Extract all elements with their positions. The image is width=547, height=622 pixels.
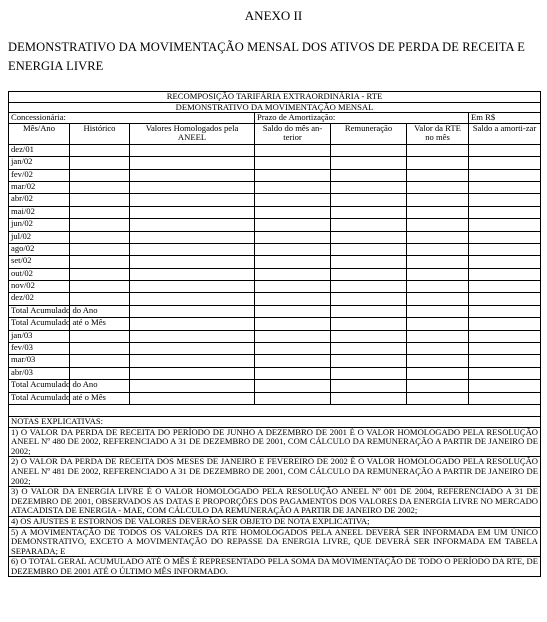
- empty-cell: [469, 219, 541, 231]
- empty-cell: [255, 206, 331, 218]
- empty-cell: [331, 367, 407, 379]
- empty-cell: [331, 206, 407, 218]
- empty-cell: [469, 194, 541, 206]
- empty-cell: [130, 268, 255, 280]
- empty-cell: [255, 318, 331, 330]
- empty-cell: [130, 367, 255, 379]
- table-row: [9, 343, 541, 355]
- row-label: jun/02: [9, 219, 70, 231]
- empty-cell: [255, 219, 331, 231]
- empty-cell: [407, 231, 469, 243]
- empty-cell: [331, 231, 407, 243]
- empty-cell: [469, 169, 541, 181]
- empty-cell: [469, 343, 541, 355]
- table-row: [9, 157, 541, 169]
- notes-label: NOTAS EXPLICATIVAS:: [9, 416, 541, 427]
- note-text: 4) OS AJUSTES E ESTORNOS DE VALORES DEVERÃO SER OBJETO DE NOTA EXPLICATIVA;: [9, 516, 541, 527]
- empty-cell: [331, 330, 407, 342]
- row-label: ago/02: [9, 243, 70, 255]
- empty-cell: [70, 169, 130, 181]
- empty-cell: [407, 169, 469, 181]
- empty-cell: [407, 157, 469, 169]
- empty-cell: [130, 231, 255, 243]
- empty-cell: [469, 330, 541, 342]
- table-row: [9, 367, 541, 379]
- empty-cell: [331, 305, 407, 317]
- row-label: Total Acumulado do Ano: [9, 305, 70, 317]
- currency-label: Em R$: [469, 113, 541, 124]
- row-label: dez/02: [9, 293, 70, 305]
- row-label: Total Acumulado até o Mês: [9, 392, 70, 404]
- empty-cell: [331, 144, 407, 156]
- table-row: [9, 305, 541, 317]
- empty-cell: [130, 318, 255, 330]
- empty-cell: [130, 281, 255, 293]
- empty-cell: [130, 144, 255, 156]
- empty-cell: [469, 305, 541, 317]
- empty-cell: [469, 181, 541, 193]
- empty-cell: [130, 355, 255, 367]
- row-label: Total Acumulado do Ano: [9, 380, 70, 392]
- note-text: 6) O TOTAL GERAL ACUMULADO ATÉ O MÊS É REPRESENTADO PELA SOMA DA MOVIMENTAÇÃO DE TODO O PERÍODO DA RTE, DE DEZEMBRO DE 2001 ATÉ O ÚLTIMO MÊS INFORMADO.: [9, 557, 541, 577]
- concessionaria-label: Concessionária:: [9, 113, 255, 124]
- empty-cell: [130, 219, 255, 231]
- empty-cell: [255, 268, 331, 280]
- empty-cell: [130, 206, 255, 218]
- empty-cell: [407, 144, 469, 156]
- empty-cell: [130, 181, 255, 193]
- rte-table: [8, 91, 541, 577]
- empty-cell: [407, 219, 469, 231]
- empty-cell: [331, 219, 407, 231]
- empty-cell: [469, 243, 541, 255]
- empty-cell: [70, 194, 130, 206]
- column-header: Remuneração: [331, 123, 407, 144]
- row-label: set/02: [9, 256, 70, 268]
- table-row: [9, 169, 541, 181]
- empty-cell: [130, 343, 255, 355]
- table-row: [9, 281, 541, 293]
- empty-cell: [255, 157, 331, 169]
- empty-cell: [331, 256, 407, 268]
- empty-cell: [70, 268, 130, 280]
- row-label: abr/03: [9, 367, 70, 379]
- note-text: 1) O VALOR DA PERDA DE RECEITA DO PERÍODO DE JUNHO A DEZEMBRO DE 2001 É O VALOR HOMOLOGADO PELA RESOLUÇÃO ANEEL Nº 480 DE 2002, REFERENCIADO A 31 DE DEZEMBRO DE 2001, COM CÁLCULO DA REMUNERAÇÃO A PARTIR DE JANEIRO DE 2002;: [9, 427, 541, 457]
- empty-cell: [70, 343, 130, 355]
- empty-cell: [70, 243, 130, 255]
- empty-cell: [255, 355, 331, 367]
- empty-cell: [70, 206, 130, 218]
- empty-cell: [130, 169, 255, 181]
- table-row: [9, 392, 541, 404]
- row-label: out/02: [9, 268, 70, 280]
- annex-title: ANEXO II: [244, 8, 303, 23]
- empty-cell: [130, 305, 255, 317]
- empty-cell: [407, 268, 469, 280]
- empty-cell: [130, 157, 255, 169]
- note-text: 3) O VALOR DA ENERGIA LIVRE É O VALOR HOMOLOGADO PELA RESOLUÇÃO ANEEL Nº 001 DE 2004, REFERENCIADO A 31 DE DEZEMBRO DE 2001, OBSERVADOS AS DATAS E PROPORÇÕES DOS PAGAMENTOS DOS VALORES DA ENERGIA LIVRE NO MERCADO ATACADISTA DE ENERGIA - MAE, COM CÁLCULO DA REMUNERAÇÃO A PARTIR DE JANEIRO DE 2002;: [9, 487, 541, 517]
- empty-cell: [70, 157, 130, 169]
- empty-cell: [70, 355, 130, 367]
- table-row: [9, 144, 541, 156]
- column-header: Valores Homologados pela ANEEL: [130, 123, 255, 144]
- empty-cell: [407, 305, 469, 317]
- empty-cell: [255, 194, 331, 206]
- empty-cell: [407, 343, 469, 355]
- empty-cell: [70, 367, 130, 379]
- empty-cell: [130, 330, 255, 342]
- empty-cell: [407, 318, 469, 330]
- table-subtitle: DEMONSTRATIVO DA MOVIMENTAÇÃO MENSAL: [9, 102, 541, 113]
- empty-cell: [331, 293, 407, 305]
- note-row: [9, 487, 541, 517]
- row-label: jul/02: [9, 231, 70, 243]
- empty-cell: [331, 281, 407, 293]
- empty-cell: [255, 243, 331, 255]
- empty-cell: [130, 380, 255, 392]
- table-row: [9, 206, 541, 218]
- table-row: [9, 219, 541, 231]
- column-header: Saldo a amorti-zar: [469, 123, 541, 144]
- table-row: [9, 380, 541, 392]
- empty-cell: [407, 256, 469, 268]
- empty-cell: [255, 293, 331, 305]
- note-row: [9, 516, 541, 527]
- spacer-row: [9, 404, 541, 416]
- column-header: Histórico: [70, 123, 130, 144]
- empty-cell: [331, 392, 407, 404]
- empty-cell: [255, 169, 331, 181]
- table-row: [9, 194, 541, 206]
- empty-cell: [130, 392, 255, 404]
- row-label: abr/02: [9, 194, 70, 206]
- empty-cell: [331, 157, 407, 169]
- empty-cell: [407, 194, 469, 206]
- empty-cell: [331, 380, 407, 392]
- empty-cell: [331, 243, 407, 255]
- empty-cell: [255, 281, 331, 293]
- empty-cell: [469, 281, 541, 293]
- empty-cell: [255, 305, 331, 317]
- document-heading: DEMONSTRATIVO DA MOVIMENTAÇÃO MENSAL DOS ATIVOS DE PERDA DE RECEITA E ENERGIA LIVRE: [8, 40, 525, 73]
- column-header: Valor da RTE no mês: [407, 123, 469, 144]
- empty-cell: [70, 231, 130, 243]
- table-row: [9, 181, 541, 193]
- empty-cell: [331, 194, 407, 206]
- empty-cell: [331, 318, 407, 330]
- empty-cell: [331, 181, 407, 193]
- empty-cell: [130, 243, 255, 255]
- empty-cell: [469, 144, 541, 156]
- empty-cell: [469, 355, 541, 367]
- row-label: fev/02: [9, 169, 70, 181]
- empty-cell: [130, 256, 255, 268]
- row-label: dez/01: [9, 144, 70, 156]
- note-row: [9, 557, 541, 577]
- row-label: jan/02: [9, 157, 70, 169]
- empty-cell: [130, 194, 255, 206]
- empty-cell: [255, 367, 331, 379]
- table-row: [9, 293, 541, 305]
- row-label: nov/02: [9, 281, 70, 293]
- column-header: Saldo do mês an-terior: [255, 123, 331, 144]
- row-label: mai/02: [9, 206, 70, 218]
- row-label: jan/03: [9, 330, 70, 342]
- empty-cell: [469, 380, 541, 392]
- empty-cell: [70, 256, 130, 268]
- empty-cell: [255, 380, 331, 392]
- empty-cell: [70, 330, 130, 342]
- empty-cell: [469, 293, 541, 305]
- empty-cell: [407, 392, 469, 404]
- table-row: [9, 243, 541, 255]
- note-row: [9, 457, 541, 487]
- note-text: 5) A MOVIMENTAÇÃO DE TODOS OS VALORES DA RTE HOMOLOGADOS PELA ANEEL DEVERÁ SER INFORMADA EM UM ÚNICO DEMONSTRATIVO, EXCETO A MOVIMENTAÇÃO DO REPASSE DA ENERGIA LIVRE, QUE DEVERÁ SER INFORMADA EM TABELA SEPARADA; E: [9, 527, 541, 557]
- empty-cell: [407, 367, 469, 379]
- empty-cell: [469, 157, 541, 169]
- empty-cell: [407, 243, 469, 255]
- empty-cell: [331, 343, 407, 355]
- empty-cell: [407, 380, 469, 392]
- empty-cell: [70, 219, 130, 231]
- table-row: [9, 330, 541, 342]
- note-row: [9, 427, 541, 457]
- table-row: [9, 355, 541, 367]
- empty-cell: [70, 181, 130, 193]
- empty-cell: [255, 343, 331, 355]
- empty-cell: [255, 144, 331, 156]
- empty-cell: [255, 256, 331, 268]
- empty-cell: [70, 293, 130, 305]
- empty-cell: [331, 268, 407, 280]
- table-row: [9, 268, 541, 280]
- empty-cell: [255, 330, 331, 342]
- prazo-label: Prazo de Amortização:: [255, 113, 469, 124]
- row-label: fev/03: [9, 343, 70, 355]
- empty-cell: [469, 231, 541, 243]
- row-label: Total Acumulado até o Mês: [9, 318, 70, 330]
- empty-cell: [70, 281, 130, 293]
- column-header: Mês/Ano: [9, 123, 70, 144]
- empty-cell: [255, 181, 331, 193]
- empty-cell: [255, 231, 331, 243]
- table-row: [9, 318, 541, 330]
- empty-cell: [407, 206, 469, 218]
- empty-cell: [469, 256, 541, 268]
- empty-cell: [407, 293, 469, 305]
- empty-cell: [407, 281, 469, 293]
- row-label: mar/02: [9, 181, 70, 193]
- empty-cell: [469, 318, 541, 330]
- table-title: RECOMPOSIÇÃO TARIFÁRIA EXTRAORDINÁRIA - RTE: [9, 92, 541, 103]
- notes-label-row: [9, 416, 541, 427]
- empty-cell: [255, 392, 331, 404]
- spacer-cell: [9, 404, 541, 416]
- empty-cell: [469, 392, 541, 404]
- empty-cell: [469, 367, 541, 379]
- empty-cell: [469, 206, 541, 218]
- empty-cell: [407, 181, 469, 193]
- empty-cell: [331, 355, 407, 367]
- note-row: [9, 527, 541, 557]
- empty-cell: [331, 169, 407, 181]
- note-text: 2) O VALOR DA PERDA DE RECEITA DOS MESES DE JANEIRO E FEVEREIRO DE 2002 É O VALOR HOMOLOGADO PELA RESOLUÇÃO ANEEL Nº 481 DE 2002, REFERENCIADO A 31 DE DEZEMBRO DE 2001, COM CÁLCULO DA REMUNERAÇÃO A PARTIR DE JANEIRO DE 2002;: [9, 457, 541, 487]
- table-row: [9, 231, 541, 243]
- row-label: mar/03: [9, 355, 70, 367]
- empty-cell: [407, 330, 469, 342]
- empty-cell: [469, 268, 541, 280]
- empty-cell: [407, 355, 469, 367]
- table-row: [9, 256, 541, 268]
- empty-cell: [130, 293, 255, 305]
- empty-cell: [70, 144, 130, 156]
